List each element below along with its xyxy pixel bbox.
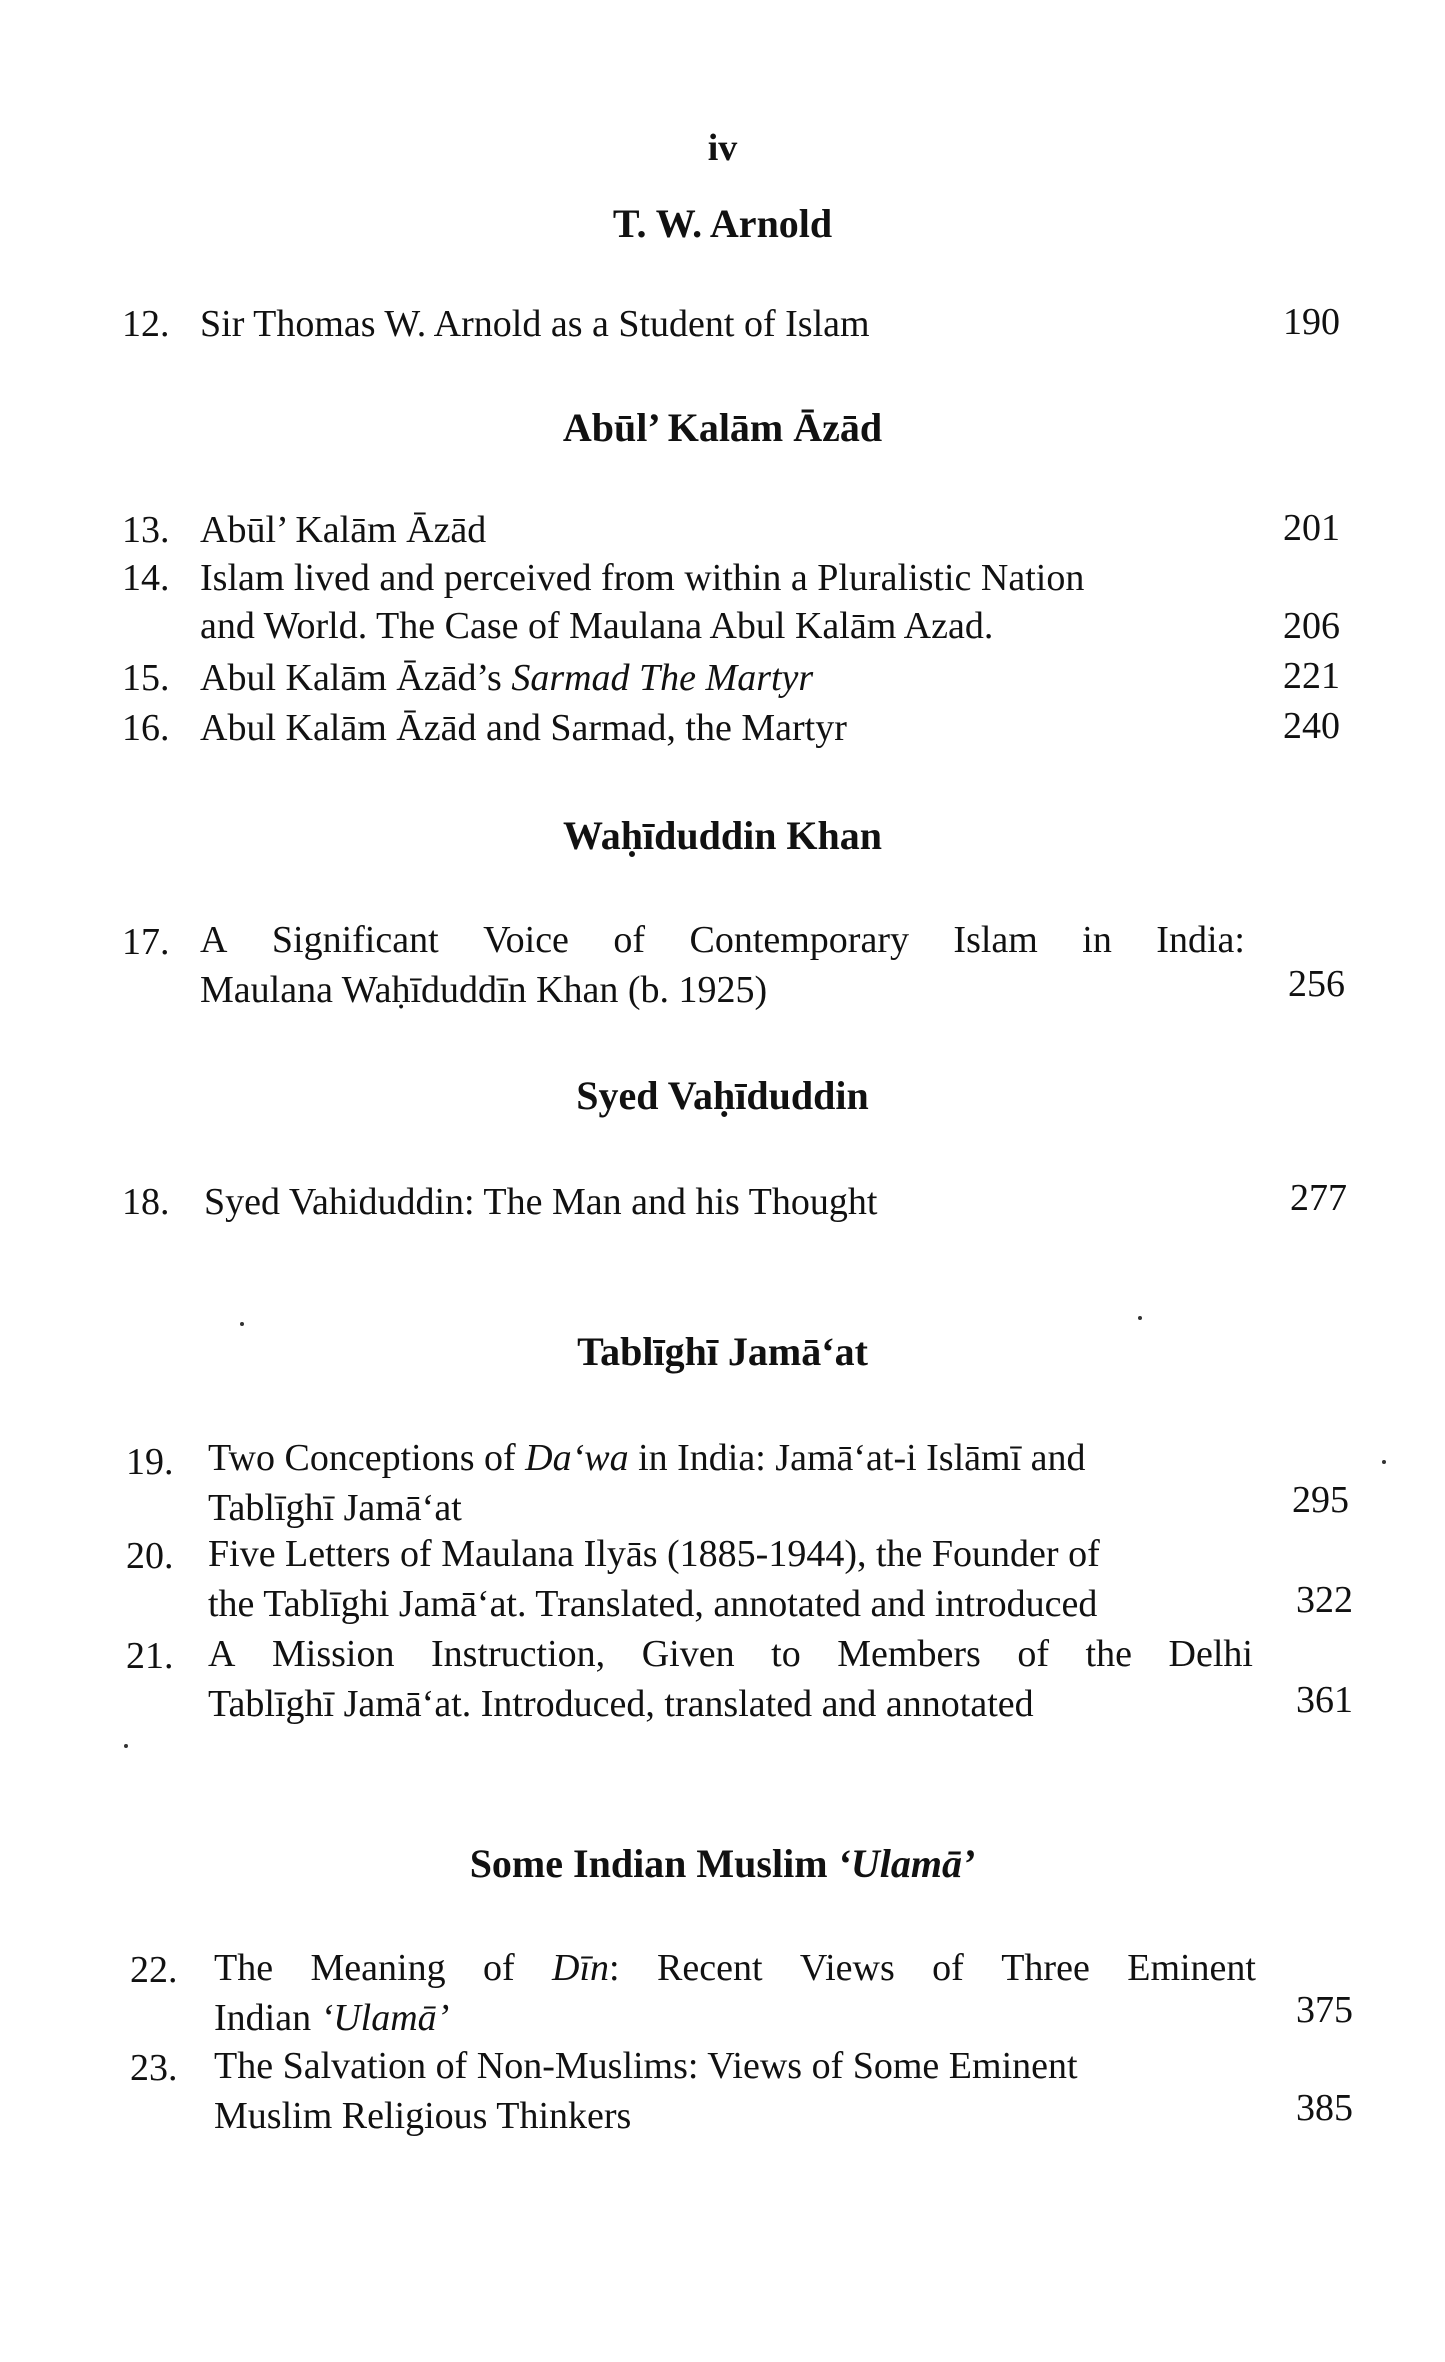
entry-title-italic: Dīn	[552, 1947, 610, 1989]
entry-page: 201	[1283, 507, 1340, 549]
entry-title-line-2: Muslim Religious Thinkers	[214, 2095, 632, 2137]
entry-title: Sir Thomas W. Arnold as a Student of Islam	[200, 303, 870, 345]
word: A	[200, 919, 228, 961]
word: Recent	[657, 1947, 763, 1989]
page-number: iv	[707, 127, 738, 169]
entry-title-text: Abul Kalām Āzād’s	[200, 657, 512, 699]
entry-title-text: Indian	[214, 1997, 321, 2039]
entry-title-line-1: The Salvation of Non-Muslims: Views of Some Eminent	[214, 2045, 1078, 2087]
entry-title-line-1: Five Letters of Maulana Ilyās (1885-1944), the Founder of	[208, 1533, 1100, 1575]
word: Meaning	[310, 1947, 446, 1989]
entry-page: 240	[1283, 705, 1340, 747]
heading-italic: ‘Ulamā’	[837, 1841, 976, 1886]
entry-number: 15.	[122, 657, 170, 699]
entry-title-line-1	[200, 918, 1245, 962]
entry-title-line-2: Maulana Waḥīduddīn Khan (b. 1925)	[200, 969, 768, 1011]
word: Delhi	[1168, 1633, 1253, 1675]
section-heading-arnold: T. W. Arnold	[612, 201, 833, 246]
word: of	[613, 919, 646, 961]
entry-number: 12.	[122, 303, 170, 345]
section-heading-azad: Abūl’ Kalām Āzād	[562, 405, 883, 450]
page-speck	[124, 1744, 128, 1748]
entry-title	[200, 656, 813, 700]
entry-page: 295	[1292, 1479, 1349, 1521]
word-italic-group	[552, 1946, 620, 1990]
word: in	[1082, 919, 1112, 961]
entry-page: 256	[1288, 963, 1345, 1005]
word: Three	[1001, 1947, 1090, 1989]
entry-title-italic: Sarmad The Martyr	[511, 657, 814, 699]
word: Mission	[272, 1633, 395, 1675]
section-heading-ulama	[0, 1840, 1445, 1887]
entry-page: 190	[1283, 301, 1340, 343]
entry-title-italic: Da‘wa	[525, 1437, 629, 1479]
entry-number: 13.	[122, 509, 170, 551]
word: Contemporary	[689, 919, 909, 961]
entry-title-line-2	[214, 1996, 449, 2040]
word: :	[609, 1947, 620, 1989]
word: of	[482, 1947, 515, 1989]
entry-number: 22.	[130, 1949, 178, 1991]
entry-page: 375	[1296, 1989, 1353, 2031]
entry-number: 14.	[122, 557, 170, 599]
word: Eminent	[1127, 1947, 1256, 1989]
entry-number: 21.	[126, 1635, 174, 1677]
entry-number: 18.	[122, 1181, 170, 1223]
word: A	[208, 1633, 236, 1675]
entry-title-line-1	[214, 1946, 1256, 1990]
entry-title-text-after: in India: Jamā‘at-i Islāmī and	[628, 1437, 1086, 1479]
entry-title-text: Two Conceptions of	[208, 1437, 526, 1479]
word: Views	[799, 1947, 895, 1989]
entry-number: 19.	[126, 1441, 174, 1483]
entry-title-italic: ‘Ulamā’	[320, 1997, 450, 2039]
entry-page: 322	[1296, 1579, 1353, 1621]
section-heading-tablighi: Tablīghī Jamā‘at	[577, 1329, 868, 1374]
entry-number: 16.	[122, 707, 170, 749]
word: Given	[641, 1633, 735, 1675]
entry-title-line-2: and World. The Case of Maulana Abul Kalām Azad.	[200, 605, 994, 647]
page-speck	[240, 1322, 244, 1326]
entry-page: 277	[1290, 1177, 1347, 1219]
word: the	[1085, 1633, 1132, 1675]
entry-title-line-1	[208, 1632, 1253, 1676]
entry-title-line-1	[208, 1436, 1086, 1480]
section-heading-wahiduddin-khan: Waḥīduddin Khan	[562, 813, 883, 858]
entry-number: 23.	[130, 2047, 178, 2089]
section-heading-syed-vahiduddin: Syed Vaḥīduddin	[576, 1073, 869, 1118]
entry-page: 385	[1296, 2087, 1353, 2129]
entry-page: 221	[1283, 655, 1340, 697]
entry-page: 361	[1296, 1679, 1353, 1721]
entry-number: 20.	[126, 1535, 174, 1577]
entry-title: Syed Vahiduddin: The Man and his Thought	[204, 1181, 878, 1223]
heading-text: Some Indian Muslim	[469, 1841, 838, 1886]
word: of	[932, 1947, 964, 1989]
word: Significant	[271, 919, 439, 961]
entry-title-line-2: Tablīghī Jamā‘at. Introduced, translated and annotated	[208, 1683, 1034, 1725]
entry-title: Abul Kalām Āzād and Sarmad, the Martyr	[200, 707, 847, 749]
word: Voice	[483, 919, 569, 961]
word: Instruction,	[431, 1633, 606, 1675]
word: India:	[1156, 919, 1245, 961]
page-speck	[1138, 1316, 1142, 1320]
entry-page: 206	[1283, 605, 1340, 647]
entry-title-line-1: Islam lived and perceived from within a Pluralistic Nation	[200, 557, 1085, 599]
entry-title: Abūl’ Kalām Āzād	[200, 509, 487, 551]
entry-title-line-2: the Tablīghi Jamā‘at. Translated, annotated and introduced	[208, 1583, 1098, 1625]
page-speck	[1382, 1460, 1386, 1464]
word: The	[214, 1947, 274, 1989]
word: Members	[837, 1633, 981, 1675]
entry-number: 17.	[122, 921, 170, 963]
word: of	[1017, 1633, 1049, 1675]
word: Islam	[953, 919, 1038, 961]
entry-title-line-2: Tablīghī Jamā‘at	[208, 1487, 462, 1529]
word: to	[771, 1633, 801, 1675]
